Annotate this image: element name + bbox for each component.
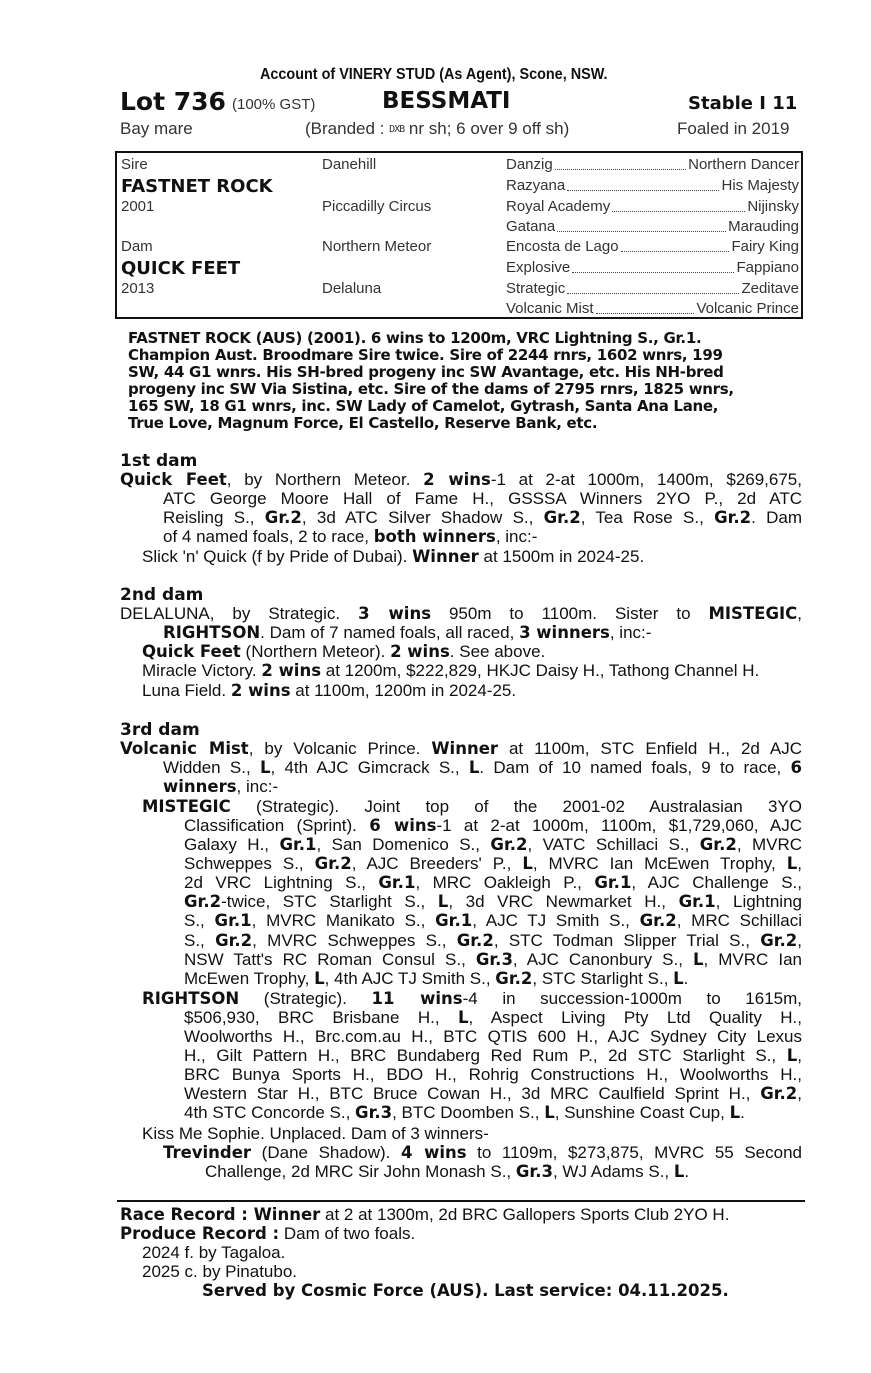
- bold-text: RIGHTSON: [142, 989, 240, 1008]
- text-line: [184, 1008, 802, 1028]
- text: , STC Starlight S.,: [532, 969, 674, 988]
- bold-text: 3 wins: [358, 604, 432, 623]
- bold-text: 2 wins: [230, 681, 291, 700]
- bold-text: 6: [790, 758, 802, 777]
- text: , inc:-: [236, 777, 279, 796]
- text: .: [740, 1103, 745, 1122]
- text-line: [142, 1124, 489, 1143]
- text-line: [120, 1205, 729, 1224]
- ancestor-dam-line: Explosive: [506, 259, 571, 276]
- dotted-leader: [567, 190, 719, 191]
- text-line: [120, 739, 802, 759]
- bold-text: Gr.1: [214, 911, 252, 930]
- text-line: [120, 604, 802, 624]
- bold-text: L: [458, 1008, 469, 1027]
- bold-text: Gr.3: [475, 950, 513, 969]
- summary-line: True Love, Magnum Force, El Castello, Reserve Bank, etc.: [128, 414, 598, 432]
- bold-text: Gr.2: [264, 508, 302, 527]
- text: . Dam of 7 named foals, all raced,: [260, 623, 520, 642]
- pedigree-table: [115, 151, 803, 319]
- text: -1 at 2-at 1000m, 1400m, $269,675,: [490, 470, 802, 489]
- bold-text: Gr.2: [543, 508, 581, 527]
- text-line: [184, 854, 802, 874]
- text-line: [163, 1143, 802, 1163]
- horse-sex: Bay mare: [120, 119, 193, 138]
- bold-text: Gr.1: [378, 873, 416, 892]
- text: (Strategic).: [239, 989, 372, 1008]
- sire-sire: Danehill: [322, 156, 377, 173]
- bold-text: Gr.1: [594, 873, 632, 892]
- text: Kiss Me Sophie. Unplaced. Dam of 3 winners-: [142, 1124, 489, 1143]
- text: Galaxy H.,: [184, 835, 280, 854]
- text: , BTC Doomben S.,: [392, 1103, 545, 1122]
- bold-text: both winners: [373, 527, 496, 546]
- ancestor-dam-line: Encosta de Lago: [506, 238, 619, 255]
- text-line: [163, 489, 802, 509]
- bold-text: Gr.2: [456, 931, 494, 950]
- text: , 4th AJC TJ Smith S.,: [324, 969, 496, 988]
- text: 2024 f. by Tagaloa.: [142, 1243, 286, 1262]
- bold-text: Produce Record :: [120, 1224, 280, 1243]
- text-line: [163, 758, 802, 778]
- text: , by Northern Meteor.: [226, 470, 424, 489]
- dotted-leader: [612, 211, 745, 212]
- bold-text: Quick Feet: [142, 642, 241, 661]
- ancestor-sire-line: His Majesty: [721, 177, 799, 194]
- text: , Aspect Living Pty Ltd Quality H.,: [468, 1008, 802, 1027]
- text: , Sunshine Coast Cup,: [554, 1103, 730, 1122]
- text: McEwen Trophy,: [184, 969, 315, 988]
- bold-text: L: [544, 1103, 555, 1122]
- text-line: [184, 931, 802, 951]
- bold-text: L: [673, 1162, 685, 1181]
- text: , MRC Oakleigh P.,: [415, 873, 595, 892]
- text: $506,930, BRC Brisbane H.,: [184, 1008, 458, 1027]
- text: 2d VRC Lightning S.,: [184, 873, 379, 892]
- text-line: [142, 681, 516, 700]
- brand-mark: DXB: [389, 124, 405, 135]
- text: at 1100m, STC Enfield H., 2d AJC: [498, 739, 802, 758]
- text: , MVRC Ian McEwen Trophy,: [532, 854, 787, 873]
- dam-dam: Delaluna: [322, 280, 382, 297]
- bold-text: L: [522, 854, 533, 873]
- text: DELALUNA, by Strategic.: [120, 604, 359, 623]
- footer-divider: [117, 1200, 805, 1202]
- bold-text: winners: [163, 777, 237, 796]
- text: , AJC Canonbury S.,: [512, 950, 693, 969]
- text-line: [184, 911, 802, 931]
- first-dam-heading: 1st dam: [120, 451, 198, 471]
- bold-text: RIGHTSON: [163, 623, 261, 642]
- text: at 1500m in 2024-25.: [478, 547, 645, 566]
- bold-text: 2 wins: [390, 642, 450, 661]
- dam-name: QUICK FEET: [121, 258, 241, 279]
- text: Challenge, 2d MRC Sir John Monash S.,: [205, 1162, 516, 1181]
- horse-name: BESSMATI: [382, 88, 511, 114]
- bold-text: Trevinder: [163, 1143, 252, 1162]
- text: , AJC Challenge S.,: [631, 873, 802, 892]
- bold-text: Gr.2: [760, 1084, 798, 1103]
- bold-text: Gr.3: [355, 1103, 393, 1122]
- text: , 3d VRC Newmarket H.,: [448, 892, 679, 911]
- bold-text: Gr.1: [279, 835, 317, 854]
- bold-text: L: [692, 950, 704, 969]
- dam-year: 2013: [121, 280, 155, 297]
- text: ,: [797, 604, 802, 623]
- text: Slick 'n' Quick (f by Pride of Dubai).: [142, 547, 413, 566]
- text: , MRC Schillaci: [676, 911, 802, 930]
- text-line: [184, 1065, 802, 1085]
- summary-line: progeny inc SW Via Sistina, etc. Sire of the dams of 2795 rnrs, 1825 wnrs,: [128, 380, 734, 398]
- text: Dam of two foals.: [279, 1224, 416, 1243]
- text: at 1200m, $222,829, HKJC Daisy H., Tathong Channel H.: [321, 661, 760, 680]
- text-line: [142, 661, 759, 680]
- text-line: [142, 1262, 297, 1281]
- dotted-leader: [572, 272, 734, 273]
- text-line: [142, 642, 545, 661]
- bold-text: Gr.1: [678, 892, 716, 911]
- text: , inc:-: [495, 527, 538, 546]
- text: .: [684, 1162, 690, 1181]
- lot-number: Lot 736: [120, 87, 226, 116]
- text-line: [163, 508, 802, 528]
- text: Miracle Victory.: [142, 661, 262, 680]
- text-line: [120, 470, 802, 490]
- bold-text: 4 wins: [400, 1143, 467, 1162]
- text: ,: [797, 854, 802, 873]
- ancestor-dam-line: Danzig: [506, 156, 553, 173]
- text-line: [142, 547, 644, 566]
- text: at 2 at 1300m, 2d BRC Gallopers Sports Club 2YO H.: [320, 1205, 730, 1224]
- second-dam-heading: 2nd dam: [120, 585, 204, 605]
- text: .: [683, 969, 689, 988]
- text-line: [120, 1224, 415, 1243]
- dotted-leader: [621, 251, 729, 252]
- text: , AJC Breeders' P.,: [351, 854, 523, 873]
- sire-label: Sire: [121, 156, 148, 173]
- text: -twice, STC Starlight S.,: [221, 892, 438, 911]
- text: , WJ Adams S.,: [552, 1162, 674, 1181]
- text: ,: [797, 1084, 802, 1103]
- bold-text: L: [314, 969, 325, 988]
- text: to 1109m, $273,875, MVRC 55 Second: [466, 1143, 802, 1162]
- dotted-leader: [567, 293, 739, 294]
- text-line: [184, 1046, 802, 1066]
- text: H., Gilt Pattern H., BRC Bundaberg Red Rum P., 2d STC Starlight S.,: [184, 1046, 787, 1065]
- text: . See above.: [449, 642, 546, 661]
- ancestor-dam-line: Strategic: [506, 280, 566, 297]
- bold-text: Race Record : Winner: [120, 1205, 321, 1224]
- ancestor-dam-line: Razyana: [506, 177, 566, 194]
- text-line: [205, 1162, 689, 1181]
- foaled-year: Foaled in 2019: [677, 119, 790, 138]
- text: , MVRC Manikato S.,: [251, 911, 436, 930]
- dotted-leader: [557, 231, 726, 232]
- text: , Lightning: [715, 892, 802, 911]
- text-line: [184, 892, 802, 912]
- text: , STC Todman Slipper Trial S.,: [493, 931, 761, 950]
- summary-line: SW, 44 G1 wnrs. His SH-bred progeny inc SW Avantage, etc. His NH-bred: [128, 363, 724, 381]
- text: , MVRC Schweppes S.,: [252, 931, 457, 950]
- bold-text: 11 wins: [371, 989, 463, 1008]
- text-line: [184, 969, 688, 988]
- dam-label: Dam: [121, 238, 153, 255]
- brand-description: nr sh; 6 over 9 off sh): [408, 119, 570, 138]
- text: 2025 c. by Pinatubo.: [142, 1262, 298, 1281]
- bold-text: L: [673, 969, 684, 988]
- bold-text: Gr.2: [314, 854, 352, 873]
- text: S.,: [184, 911, 215, 930]
- text: , 3d ATC Silver Shadow S.,: [301, 508, 544, 527]
- bold-text: Winner: [412, 547, 479, 566]
- text: 4th STC Concorde S.,: [184, 1103, 356, 1122]
- text-line: [163, 777, 278, 796]
- bold-text: Gr.2: [490, 835, 528, 854]
- text: , MVRC: [736, 835, 802, 854]
- text: -1 at 2-at 1000m, 1100m, $1,729,060, AJC: [436, 816, 802, 835]
- dotted-leader: [555, 169, 686, 170]
- bold-text: Gr.1: [435, 911, 473, 930]
- bold-text: L: [468, 758, 480, 777]
- text-line: [184, 835, 802, 855]
- summary-line: FASTNET ROCK (AUS) (2001). 6 wins to 1200m, VRC Lightning S., Gr.1.: [128, 329, 702, 347]
- bold-text: MISTEGIC: [142, 797, 231, 816]
- text: Woolworths H., Brc.com.au H., BTC QTIS 600 H., AJC Sydney City Lexus: [184, 1027, 802, 1046]
- bold-text: Gr.2: [215, 931, 253, 950]
- bold-text: MISTEGIC: [708, 604, 798, 623]
- text: , MVRC Ian: [703, 950, 802, 969]
- gst-note: (100% GST): [232, 96, 316, 113]
- text: -4 in succession-1000m to 1615m,: [462, 989, 802, 1008]
- bold-text: 3 winners: [519, 623, 610, 642]
- ancestor-dam-line: Gatana: [506, 218, 556, 235]
- dam-sire: Northern Meteor: [322, 238, 432, 255]
- bold-text: 2 wins: [261, 661, 322, 680]
- ancestor-sire-line: Northern Dancer: [688, 156, 799, 173]
- ancestor-sire-line: Zeditave: [741, 280, 799, 297]
- text-line: [184, 1103, 745, 1122]
- text: (Strategic). Joint top of the 2001-02 Australasian 3YO: [230, 797, 802, 816]
- text: , VATC Schillaci S.,: [527, 835, 700, 854]
- text: S.,: [184, 931, 216, 950]
- bold-text: L: [437, 892, 449, 911]
- bold-text: L: [786, 1046, 798, 1065]
- bold-text: Volcanic Mist: [120, 739, 249, 758]
- bold-text: Quick Feet: [120, 470, 227, 489]
- text: . Dam: [751, 508, 802, 527]
- text: Widden S.,: [163, 758, 260, 777]
- summary-line: 165 SW, 18 G1 wnrs, inc. SW Lady of Camelot, Gytrash, Santa Ana Lane,: [128, 397, 719, 415]
- text: , by Volcanic Prince.: [248, 739, 432, 758]
- text-line: [142, 989, 802, 1009]
- sire-dam: Piccadilly Circus: [322, 198, 432, 215]
- service-note: Served by Cosmic Force (AUS). Last service: 04.11.2025.: [202, 1281, 729, 1300]
- text-line: [184, 873, 802, 893]
- text: , inc:-: [609, 623, 652, 642]
- brand-info: [305, 119, 569, 139]
- ancestor-sire-line: Marauding: [728, 218, 799, 235]
- text: at 1100m, 1200m in 2024-25.: [290, 681, 517, 700]
- text-line: [184, 950, 802, 970]
- text-line: [163, 623, 651, 642]
- sire-name: FASTNET ROCK: [121, 176, 273, 197]
- text: , AJC TJ Smith S.,: [472, 911, 640, 930]
- bold-text: L: [729, 1103, 741, 1122]
- ancestor-dam-line: Royal Academy: [506, 198, 611, 215]
- bold-text: L: [786, 854, 798, 873]
- text: ATC George Moore Hall of Fame H., GSSSA Winners 2YO P., 2d ATC: [163, 489, 802, 508]
- bold-text: Gr.2: [760, 931, 798, 950]
- text: ,: [797, 931, 802, 950]
- text: (Northern Meteor).: [240, 642, 391, 661]
- bold-text: L: [259, 758, 271, 777]
- text-line: [142, 797, 802, 817]
- text-line: [184, 1084, 802, 1104]
- bold-text: Gr.2: [184, 892, 222, 911]
- sire-year: 2001: [121, 198, 155, 215]
- text: of 4 named foals, 2 to race,: [163, 527, 374, 546]
- bold-text: Gr.2: [639, 911, 677, 930]
- ancestor-sire-line: Nijinsky: [747, 198, 799, 215]
- bold-text: 6 wins: [369, 816, 437, 835]
- bold-text: 2 wins: [423, 470, 491, 489]
- stable-number: Stable I 11: [688, 93, 798, 114]
- text: (Dane Shadow).: [251, 1143, 401, 1162]
- text: Classification (Sprint).: [184, 816, 370, 835]
- text: , Tea Rose S.,: [580, 508, 715, 527]
- text-line: [184, 1027, 802, 1047]
- text: ,: [797, 1046, 802, 1065]
- text: NSW Tatt's RC Roman Consul S.,: [184, 950, 476, 969]
- third-dam-heading: 3rd dam: [120, 720, 200, 740]
- bold-text: Gr.3: [515, 1162, 553, 1181]
- text: BRC Bunya Sports H., BDO H., Rohrig Constructions H., Woolworths H.,: [184, 1065, 802, 1084]
- brand-prefix: (Branded :: [305, 119, 385, 138]
- sire-summary: [128, 330, 800, 432]
- text: . Dam of 10 named foals, 9 to race,: [479, 758, 791, 777]
- ancestor-sire-line: Fairy King: [731, 238, 799, 255]
- dotted-leader: [596, 313, 694, 314]
- bold-text: Gr.2: [495, 969, 533, 988]
- bold-text: Gr.2: [699, 835, 737, 854]
- bold-text: Gr.2: [714, 508, 752, 527]
- text: 950m to 1100m. Sister to: [431, 604, 709, 623]
- bold-text: Winner: [431, 739, 499, 758]
- text: , San Domenico S.,: [316, 835, 491, 854]
- text: Schweppes S.,: [184, 854, 315, 873]
- text-line: [142, 1243, 285, 1262]
- text: , 4th AJC Gimcrack S.,: [270, 758, 469, 777]
- ancestor-sire-line: Volcanic Prince: [696, 300, 799, 317]
- ancestor-dam-line: Volcanic Mist: [506, 300, 594, 317]
- ancestor-sire-line: Fappiano: [736, 259, 799, 276]
- text: Reisling S.,: [163, 508, 265, 527]
- text: Luna Field.: [142, 681, 231, 700]
- vendor-account: Account of VINERY STUD (As Agent), Scone, NSW.: [260, 66, 608, 83]
- text: Western Star H., BTC Bruce Cowan H., 3d MRC Caulfield Sprint H.,: [184, 1084, 761, 1103]
- summary-line: Champion Aust. Broodmare Sire twice. Sire of 2244 rnrs, 1602 wnrs, 199: [128, 346, 723, 364]
- text-line: [184, 816, 802, 836]
- text-line: [163, 527, 537, 546]
